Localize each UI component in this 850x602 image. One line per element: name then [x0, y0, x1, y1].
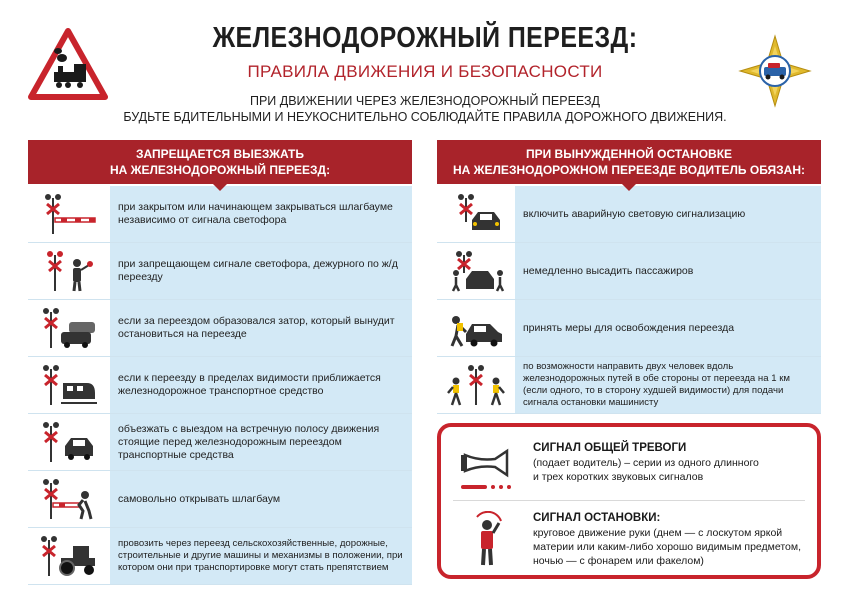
open-barrier-icon: [39, 477, 99, 521]
prohibited-heading: [28, 140, 412, 184]
stop-signal: [441, 507, 817, 577]
signals-box: [437, 423, 821, 579]
traffic-jam-icon: [39, 306, 99, 350]
prohibited-item-text: провозить через переезд сельскохозяйственные, дорожные, строительные и другие машины и механизмы в положении, при котором они при транспортировке могут стать препятствием: [110, 528, 412, 584]
prohibited-item-text: при закрытом или начинающем закрываться шлагбауме независимо от сигнала светофора: [110, 186, 412, 242]
prohibited-item: [28, 414, 412, 471]
prohibited-item: [28, 528, 412, 585]
driver-duties-heading: [437, 140, 821, 184]
tractor-icon: [39, 534, 99, 578]
stop-signal-title: СИГНАЛ ОСТАНОВКИ:: [533, 512, 661, 524]
oncoming-lane-icon: [39, 420, 99, 464]
driver-duty-text: включить аварийную световую сигнализацию: [515, 186, 821, 242]
intro-line-1: ПРИ ДВИЖЕНИИ ЧЕРЕЗ ЖЕЛЕЗНОДОРОЖНЫЙ ПЕРЕЕЗД: [249, 94, 601, 108]
intro-line-2: БУДЬТЕ БДИТЕЛЬНЫМИ И НЕУКОСНИТЕЛЬНО СОБЛЮДАЙТЕ ПРАВИЛА ДОРОЖНОГО ДВИЖЕНИЯ.: [123, 110, 727, 124]
attendant-signal-icon: [39, 249, 99, 293]
railway-crossing-warning-sign-icon: [28, 28, 108, 100]
general-alarm-line-2: и трех коротких звуковых сигналов: [533, 471, 704, 483]
horn-icon: [455, 441, 519, 497]
prohibited-heading-line-2: НА ЖЕЛЕЗНОДОРОЖНЫЙ ПЕРЕЕЗД:: [109, 163, 331, 177]
push-car-icon: [446, 306, 506, 350]
prohibited-item-text: объезжать с выездом на встречную полосу движения стоящие перед железнодорожным переездом транспортные средства: [110, 414, 412, 470]
general-alarm-line-1: (подает водитель) – серии из одного длинного: [533, 457, 759, 469]
approaching-train-icon: [39, 363, 99, 407]
driver-duty-item: [437, 300, 821, 357]
two-people-icon: [446, 363, 506, 407]
general-alarm-signal: [441, 437, 817, 499]
stop-signal-line-3: ночью — с фонарем или факелом): [533, 555, 704, 567]
prohibited-item-text: если за переездом образовался затор, который вынудит остановиться на переезде: [110, 300, 412, 356]
driver-duties-heading-line-1: ПРИ ВЫНУЖДЕННОЙ ОСТАНОВКЕ: [525, 147, 733, 161]
prohibited-item-text: если к переезду в пределах видимости приближается железнодорожное транспортное средство: [110, 357, 412, 413]
prohibited-item: [28, 471, 412, 528]
stop-signal-person-icon: [455, 511, 519, 567]
prohibited-item-text: при запрещающем сигнале светофора, дежурного по ж/д переезду: [110, 243, 412, 299]
prohibited-section: [28, 140, 412, 585]
prohibited-item-text: самовольно открывать шлагбаум: [110, 471, 412, 527]
driver-duty-item: [437, 243, 821, 300]
page-title: ЖЕЛЕЗНОДОРОЖНЫЙ ПЕРЕЕЗД:: [212, 22, 638, 54]
prohibited-item: [28, 243, 412, 300]
prohibited-item: [28, 357, 412, 414]
drop-passengers-icon: [446, 249, 506, 293]
prohibited-item: [28, 300, 412, 357]
driver-duties-heading-line-2: НА ЖЕЛЕЗНОДОРОЖНОМ ПЕРЕЕЗДЕ ВОДИТЕЛЬ ОБЯЗАН:: [453, 163, 805, 177]
stop-signal-line-1: круговое движение руки (днем — с лоскутом яркой: [533, 527, 783, 539]
driver-duty-item: [437, 186, 821, 243]
general-alarm-title: СИГНАЛ ОБЩЕЙ ТРЕВОГИ: [533, 442, 687, 454]
signals-divider: [453, 500, 805, 501]
hazard-lights-icon: [446, 192, 506, 236]
driver-duty-text: по возможности направить двух человек вдоль железнодорожных путей в обе стороны от переезда на 1 км (если одного, то в сторону худшей видимости) для подачи сигнала остановки машинисту: [515, 357, 821, 413]
driver-duty-text: немедленно высадить пассажиров: [515, 243, 821, 299]
page-subtitle: ПРАВИЛА ДВИЖЕНИЯ И БЕЗОПАСНОСТИ: [247, 62, 603, 81]
driver-duty-item: [437, 357, 821, 414]
closing-barrier-icon: [39, 192, 99, 236]
stop-signal-line-2: материи или каким-либо хорошо видимым предметом,: [533, 541, 802, 553]
driver-duties-section: [437, 140, 821, 414]
prohibited-heading-line-1: ЗАПРЕЩАЕТСЯ ВЫЕЗЖАТЬ: [135, 147, 305, 161]
prohibited-item: [28, 186, 412, 243]
driver-duty-text: принять меры для освобождения переезда: [515, 300, 821, 356]
